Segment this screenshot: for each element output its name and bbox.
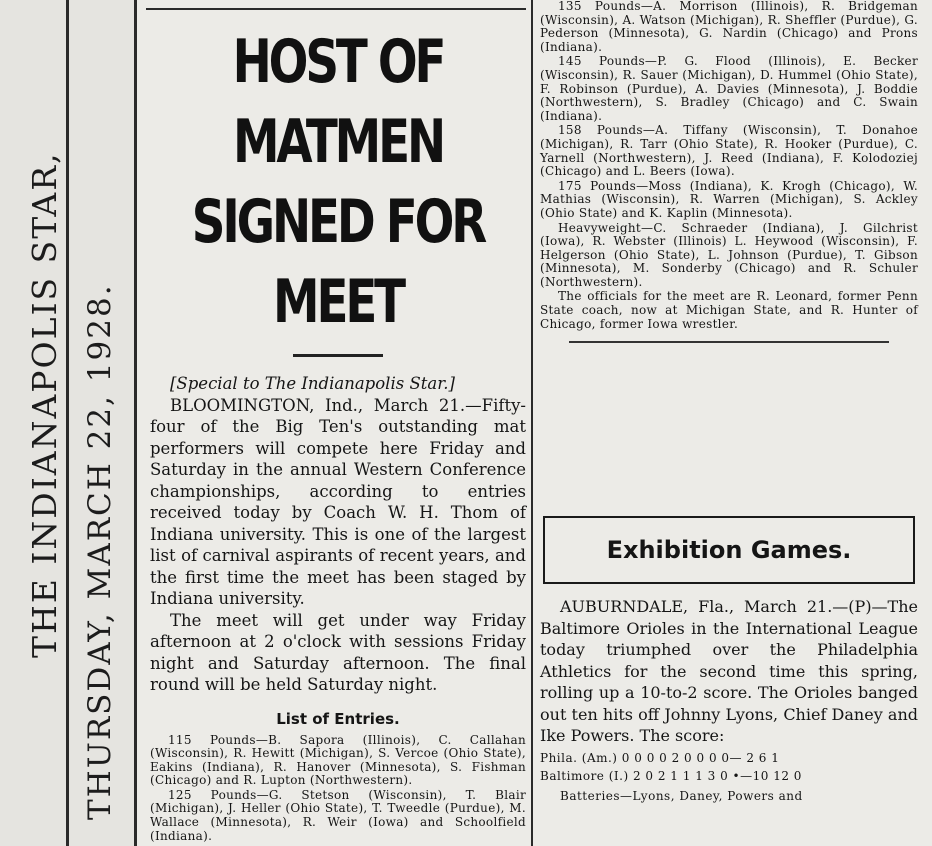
headline-line-1: HOST OF MATMEN: [232, 27, 444, 177]
exhibition-paragraph: AUBURNDALE, Fla., March 21.—(P)—The Baltimore Orioles in the International League today triumphed over the Philadelphia Athletics for the second time this spring, rolling up a 10-to-2 score. The Orioles banged out ten hits off Johnny Lyons, Chief Daney and Ike Powers. The score:: [540, 597, 918, 745]
article-paragraph-1: BLOOMINGTON, Ind., March 21.—Fifty-four of the Big Ten's outstanding mat performers will compete here Friday and Saturday in the annual Western Conference championships, according to entries received today by Coach W. H. Thom of Indiana university. This is one of the largest list of carnival aspirants of recent years, and the first time the meet has been staged by Indiana university.: [150, 395, 526, 608]
column-rule: [531, 0, 533, 846]
special-credit: [Special to The Indianapolis Star.]: [170, 374, 455, 393]
entries-135: 135 Pounds—A. Morrison (Illinois), R. Bridgeman (Wisconsin), A. Watson (Michigan), R. Sheffler (Purdue), G. Pederson (Minnesota), G. Nardin (Chicago) and Prons (Indiana).: [540, 0, 918, 54]
margin-rule-right: [134, 0, 137, 846]
batteries-line: Batteries—Lyons, Daney, Powers and: [560, 788, 803, 803]
article-paragraph-2: The meet will get under way Friday afternoon at 2 o'clock with sessions Friday night and Saturday afternoon. The final round will be held Saturday night.: [150, 610, 526, 694]
issue-date: THURSDAY, MARCH 22, 1928.: [82, 283, 118, 820]
entries-heavyweight: Heavyweight—C. Schraeder (Indiana), J. Gilchrist (Iowa), R. Webster (Illinois) L. Heywood (Wisconsin), F. Helgerson (Ohio State), L. Johnson (Purdue), T. Gibson (Minnesota), M. Sonderby (Chicago) and R. Schuler (Northwestern).: [540, 220, 918, 289]
wrestling-article: [150, 4, 526, 844]
exhibition-article: [540, 596, 918, 803]
officials: The officials for the meet are R. Leonard, former Penn State coach, now at Michigan State, and R. Hunter of Chicago, former Iowa wrestler.: [540, 289, 918, 331]
headline: [191, 22, 484, 342]
margin-rule-left: [66, 0, 69, 846]
article-end-rule: [569, 341, 889, 343]
entries-continued: [540, 0, 918, 343]
entries-158: 158 Pounds—A. Tiffany (Wisconsin), T. Donahoe (Michigan), R. Tarr (Ohio State), R. Hooker (Purdue), C. Yarnell (Northwestern), J. Reed (Indiana), F. Kolodoziej (Chicago) and L. Beers (Iowa).: [540, 123, 918, 179]
masthead: THE INDIANAPOLIS STAR,: [25, 151, 64, 658]
entries-145: 145 Pounds—P. G. Flood (Illinois), E. Becker (Wisconsin), R. Sauer (Michigan), D. Hummel (Ohio State), F. Robinson (Purdue), A. Davies (Minnesota), J. Boddie (Northwestern), S. Bradley (Chicago) and C. Swain (Indiana).: [540, 54, 918, 123]
headline-line-2: SIGNED FOR MEET: [191, 187, 485, 337]
score-line-baltimore: Baltimore (I.) 2 0 2 1 1 1 3 0 •—10 12 0: [540, 768, 802, 783]
entries-175: 175 Pounds—Moss (Indiana), K. Krogh (Chicago), W. Mathias (Wisconsin), R. Warren (Michigan), S. Ackley (Ohio State) and K. Kaplin (Minnesota).: [540, 178, 918, 220]
entries-subhead: List of Entries.: [276, 709, 400, 728]
entries-125: 125 Pounds—G. Stetson (Wisconsin), T. Blair (Michigan), J. Heller (Ohio State), T. Tweedle (Purdue), M. Wallace (Minnesota), R. Weir (Iowa) and Schoolfield (Indiana).: [150, 787, 526, 843]
entries-115: 115 Pounds—B. Sapora (Illinois), C. Callahan (Wisconsin), R. Hewitt (Michigan), S. Vercoe (Ohio State), Eakins (Indiana), R. Hanover (Minnesota), S. Fishman (Chicago) and R. Lupton (Northwestern).: [150, 732, 526, 788]
score-line-phila: Phila. (Am.) 0 0 0 0 2 0 0 0 0— 2 6 1: [540, 750, 780, 765]
exhibition-games-headline: Exhibition Games.: [543, 516, 915, 584]
headline-rule: [293, 354, 383, 357]
